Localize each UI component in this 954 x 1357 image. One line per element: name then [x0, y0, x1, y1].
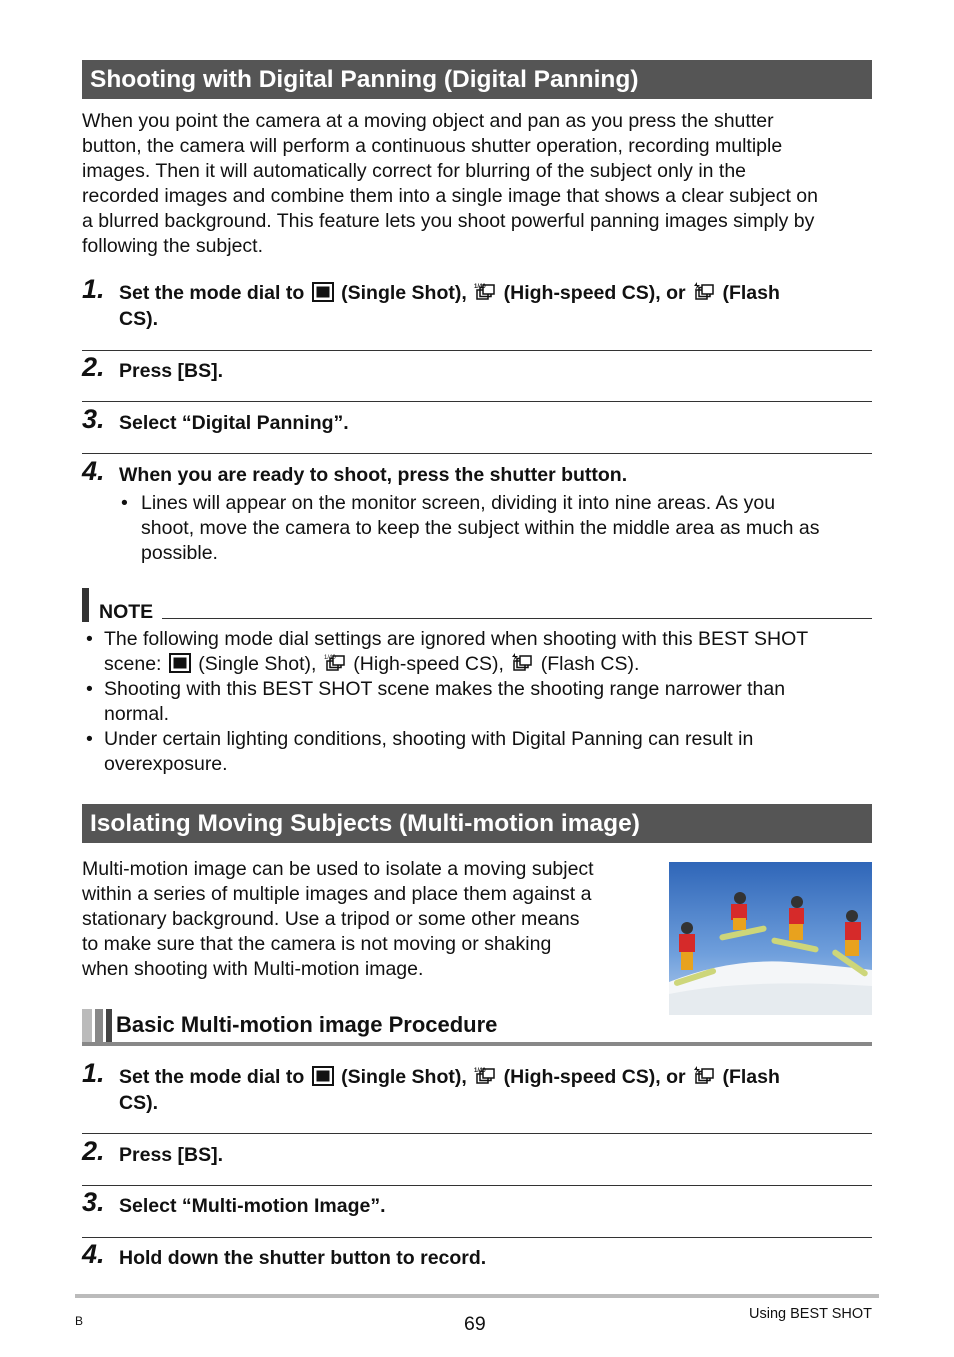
step-divider	[82, 1237, 872, 1238]
step-text: Select “Multi-motion Image”.	[119, 1195, 386, 1217]
note-label: NOTE	[99, 601, 154, 623]
note-marker	[82, 588, 89, 622]
step-number: 2.	[82, 352, 105, 382]
step-text: Press [BS].	[119, 1144, 224, 1166]
step-text-continued: CS).	[119, 308, 158, 330]
step-divider	[82, 1185, 872, 1186]
step-text: When you are ready to shoot, press the shutter button.	[119, 464, 628, 486]
digital-panning-intro-line-2: button, the camera will perform a continuous shutter operation, recording multiple	[82, 135, 783, 157]
step-text: Press [BS].	[119, 360, 224, 382]
flash-cs-icon	[693, 282, 715, 302]
multi-motion-intro-line-4: to make sure that the camera is not moving or shaking	[82, 933, 552, 955]
section-title-multi-motion: Isolating Moving Subjects (Multi-motion image)	[82, 804, 872, 843]
single-shot-icon	[169, 653, 191, 673]
digital-panning-intro-line-5: a blurred background. This feature lets you shoot powerful panning images simply by	[82, 210, 815, 232]
step-number: 3.	[82, 1187, 105, 1217]
subheading-rule	[82, 1042, 872, 1046]
single-shot-icon	[312, 1066, 334, 1086]
step-divider	[82, 453, 872, 454]
step-number: 1.	[82, 1058, 105, 1088]
step-text-continued: CS).	[119, 1092, 158, 1114]
step-text: Hold down the shutter button to record.	[119, 1247, 487, 1269]
subheading-marker	[82, 1009, 112, 1043]
step-number: 4.	[82, 1239, 105, 1269]
step-divider	[82, 1133, 872, 1134]
bullet-icon: •	[121, 492, 128, 514]
digital-panning-intro-line-3: images. Then it will automatically correct for blurring of the subject only in the	[82, 160, 747, 182]
digital-panning-intro-line-1: When you point the camera at a moving object and pan as you press the shutter	[82, 110, 774, 132]
step-text: Set the mode dial to (Single Shot), (High-speed CS), or (Flash	[119, 282, 780, 304]
multi-motion-snowboarder-photo	[669, 862, 872, 1015]
step-number: 1.	[82, 274, 105, 304]
digital-panning-intro-line-6: following the subject.	[82, 235, 264, 257]
step-divider	[82, 350, 872, 351]
multi-motion-intro-line-5: when shooting with Multi-motion image.	[82, 958, 424, 980]
high-speed-cs-icon	[474, 1066, 496, 1086]
digital-panning-intro-line-4: recorded images and combine them into a single image that shows a clear subject on	[82, 185, 818, 207]
section-title-digital-panning: Shooting with Digital Panning (Digital Panning)	[82, 60, 872, 99]
note-rule	[162, 618, 872, 619]
footer-chapter-title: Using BEST SHOT	[749, 1306, 873, 1322]
single-shot-icon	[312, 282, 334, 302]
high-speed-cs-icon	[474, 282, 496, 302]
bullet-icon: •	[86, 728, 93, 750]
high-speed-cs-icon	[324, 653, 346, 673]
multi-motion-intro-line-1: Multi-motion image can be used to isolate a moving subject	[82, 858, 594, 880]
flash-cs-icon	[693, 1066, 715, 1086]
multi-motion-intro-line-2: within a series of multiple images and place them against a	[82, 883, 592, 905]
bullet-icon: •	[86, 678, 93, 700]
step-number: 4.	[82, 456, 105, 486]
step-text: Select “Digital Panning”.	[119, 412, 349, 434]
step-divider	[82, 401, 872, 402]
flash-cs-icon	[511, 653, 533, 673]
bullet-icon: •	[86, 628, 93, 650]
page-number: 69	[464, 1313, 486, 1335]
subheading-basic-multi-motion: Basic Multi-motion image Procedure	[116, 1012, 498, 1037]
step-number: 2.	[82, 1136, 105, 1166]
multi-motion-intro-line-3: stationary background. Use a tripod or some other means	[82, 908, 580, 930]
footer-language-code: B	[75, 1314, 84, 1328]
step-text: Set the mode dial to (Single Shot), (High-speed CS), or (Flash	[119, 1066, 780, 1088]
step-number: 3.	[82, 404, 105, 434]
footer-rule	[75, 1294, 879, 1298]
